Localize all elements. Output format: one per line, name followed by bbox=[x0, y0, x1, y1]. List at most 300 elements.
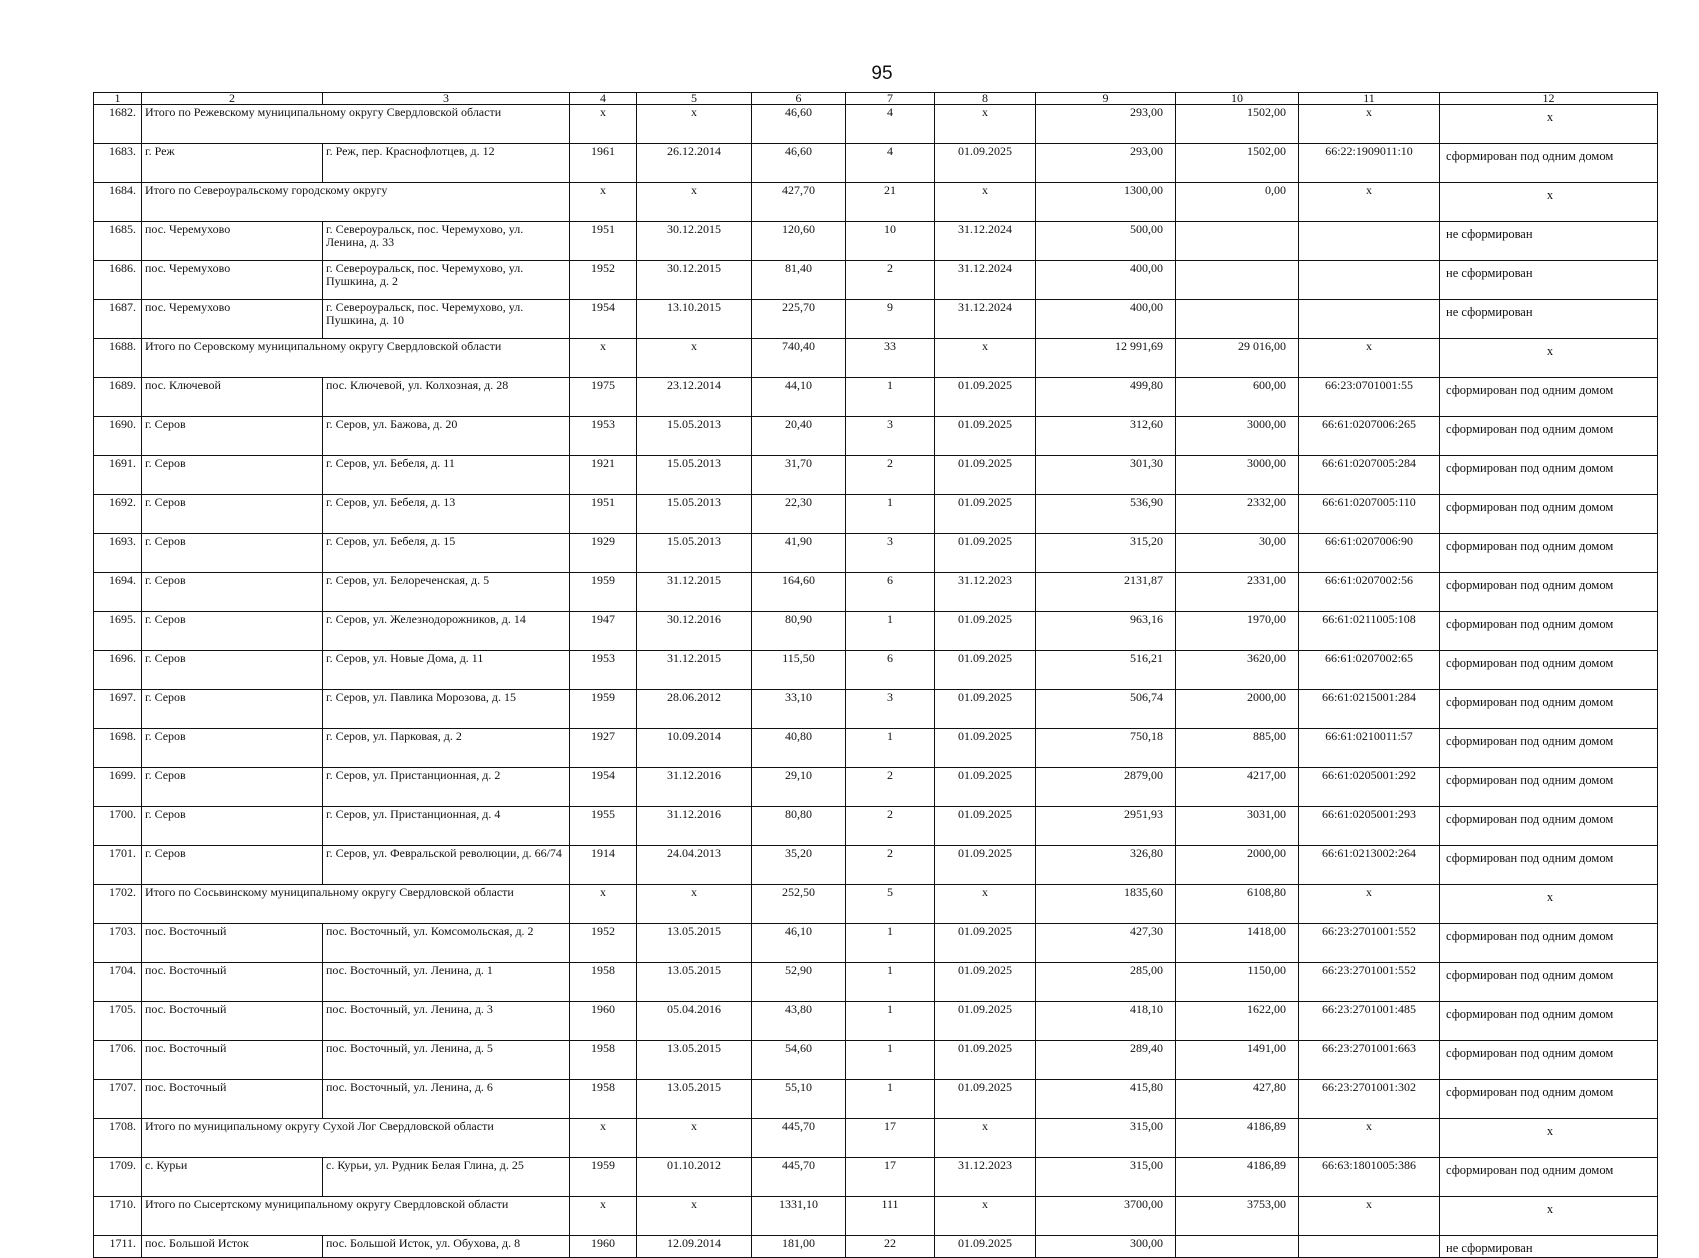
recognition-date-cell: 13.10.2015 bbox=[637, 300, 752, 339]
row-number-cell: 1710. bbox=[94, 1197, 142, 1236]
residents-count-cell: 21 bbox=[846, 183, 935, 222]
settlement-name-cell: пос. Черемухово bbox=[142, 261, 323, 300]
value-col-9-cell: 536,90 bbox=[1036, 495, 1176, 534]
total-row bbox=[94, 885, 1658, 924]
land-plot-status-cell: сформирован под одним домом bbox=[1440, 963, 1658, 1002]
build-year-cell: x bbox=[570, 1197, 637, 1236]
residents-count-cell: 2 bbox=[846, 456, 935, 495]
recognition-date-cell: 31.12.2016 bbox=[637, 807, 752, 846]
column-number-8: 8 bbox=[935, 93, 1036, 105]
value-col-9-cell: 293,00 bbox=[1036, 105, 1176, 144]
planned-date-cell: x bbox=[935, 105, 1036, 144]
planned-date-cell: 31.12.2024 bbox=[935, 222, 1036, 261]
build-year-cell: x bbox=[570, 105, 637, 144]
value-col-10-cell: 2332,00 bbox=[1176, 495, 1299, 534]
data-table bbox=[93, 92, 1658, 1258]
land-plot-status-cell: сформирован под одним домом bbox=[1440, 1158, 1658, 1197]
planned-date-cell: x bbox=[935, 1197, 1036, 1236]
residents-count-cell: 2 bbox=[846, 768, 935, 807]
value-col-10-cell: 3753,00 bbox=[1176, 1197, 1299, 1236]
row-number-cell: 1690. bbox=[94, 417, 142, 456]
planned-date-cell: x bbox=[935, 885, 1036, 924]
value-col-10-cell: 29 016,00 bbox=[1176, 339, 1299, 378]
residents-count-cell: 5 bbox=[846, 885, 935, 924]
row-number-cell: 1702. bbox=[94, 885, 142, 924]
value-col-10-cell: 30,00 bbox=[1176, 534, 1299, 573]
residents-count-cell: 17 bbox=[846, 1158, 935, 1197]
residents-count-cell: 10 bbox=[846, 222, 935, 261]
value-col-10-cell: 1150,00 bbox=[1176, 963, 1299, 1002]
row-number-cell: 1704. bbox=[94, 963, 142, 1002]
value-col-9-cell: 2131,87 bbox=[1036, 573, 1176, 612]
value-col-10-cell: 2331,00 bbox=[1176, 573, 1299, 612]
residents-count-cell: 17 bbox=[846, 1119, 935, 1158]
value-col-10-cell: 2000,00 bbox=[1176, 846, 1299, 885]
column-number-2: 2 bbox=[142, 93, 323, 105]
area-cell: 35,20 bbox=[752, 846, 846, 885]
row-number-cell: 1706. bbox=[94, 1041, 142, 1080]
area-cell: 54,60 bbox=[752, 1041, 846, 1080]
land-plot-status-cell: сформирован под одним домом bbox=[1440, 807, 1658, 846]
column-number-1: 1 bbox=[94, 93, 142, 105]
build-year-cell: 1954 bbox=[570, 300, 637, 339]
table-row bbox=[94, 768, 1658, 807]
row-number-cell: 1693. bbox=[94, 534, 142, 573]
cadastral-number-cell: 66:61:0207002:56 bbox=[1299, 573, 1440, 612]
build-year-cell: 1959 bbox=[570, 573, 637, 612]
land-plot-status-cell: x bbox=[1440, 885, 1658, 924]
value-col-10-cell: 4186,89 bbox=[1176, 1158, 1299, 1197]
recognition-date-cell: 13.05.2015 bbox=[637, 1041, 752, 1080]
row-number-cell: 1691. bbox=[94, 456, 142, 495]
row-number-cell: 1683. bbox=[94, 144, 142, 183]
settlement-name-cell: пос. Восточный bbox=[142, 924, 323, 963]
settlement-name-cell: Итого по Сосьвинскому муниципальному округу Свердловской области bbox=[142, 885, 570, 924]
address-cell: пос. Ключевой, ул. Колхозная, д. 28 bbox=[323, 378, 570, 417]
value-col-9-cell: 1300,00 bbox=[1036, 183, 1176, 222]
land-plot-status-cell: сформирован под одним домом bbox=[1440, 144, 1658, 183]
planned-date-cell: 31.12.2024 bbox=[935, 261, 1036, 300]
column-number-9: 9 bbox=[1036, 93, 1176, 105]
table-row bbox=[94, 495, 1658, 534]
row-number-cell: 1709. bbox=[94, 1158, 142, 1197]
build-year-cell: 1927 bbox=[570, 729, 637, 768]
address-cell: пос. Восточный, ул. Комсомольская, д. 2 bbox=[323, 924, 570, 963]
address-cell: г. Серов, ул. Февральской революции, д. 66/74 bbox=[323, 846, 570, 885]
land-plot-status-cell: сформирован под одним домом bbox=[1440, 534, 1658, 573]
settlement-name-cell: пос. Восточный bbox=[142, 1080, 323, 1119]
settlement-name-cell: пос. Черемухово bbox=[142, 222, 323, 261]
recognition-date-cell: x bbox=[637, 183, 752, 222]
address-cell: пос. Восточный, ул. Ленина, д. 3 bbox=[323, 1002, 570, 1041]
column-number-11: 11 bbox=[1299, 93, 1440, 105]
cadastral-number-cell: 66:61:0210011:57 bbox=[1299, 729, 1440, 768]
recognition-date-cell: 13.05.2015 bbox=[637, 963, 752, 1002]
cadastral-number-cell: 66:61:0213002:264 bbox=[1299, 846, 1440, 885]
value-col-9-cell: 499,80 bbox=[1036, 378, 1176, 417]
row-number-cell: 1682. bbox=[94, 105, 142, 144]
planned-date-cell: 01.09.2025 bbox=[935, 924, 1036, 963]
planned-date-cell: 01.09.2025 bbox=[935, 378, 1036, 417]
build-year-cell: 1958 bbox=[570, 963, 637, 1002]
value-col-9-cell: 750,18 bbox=[1036, 729, 1176, 768]
settlement-name-cell: с. Курьи bbox=[142, 1158, 323, 1197]
cadastral-number-cell: 66:61:0207006:265 bbox=[1299, 417, 1440, 456]
settlement-name-cell: г. Серов bbox=[142, 690, 323, 729]
planned-date-cell: 01.09.2025 bbox=[935, 495, 1036, 534]
value-col-9-cell: 516,21 bbox=[1036, 651, 1176, 690]
recognition-date-cell: 30.12.2015 bbox=[637, 222, 752, 261]
land-plot-status-cell: сформирован под одним домом bbox=[1440, 846, 1658, 885]
value-col-9-cell: 500,00 bbox=[1036, 222, 1176, 261]
cadastral-number-cell: 66:61:0205001:292 bbox=[1299, 768, 1440, 807]
address-cell: г. Североуральск, пос. Черемухово, ул. Ленина, д. 33 bbox=[323, 222, 570, 261]
table-row bbox=[94, 924, 1658, 963]
recognition-date-cell: 15.05.2013 bbox=[637, 417, 752, 456]
value-col-9-cell: 963,16 bbox=[1036, 612, 1176, 651]
residents-count-cell: 6 bbox=[846, 651, 935, 690]
value-col-9-cell: 418,10 bbox=[1036, 1002, 1176, 1041]
settlement-name-cell: г. Серов bbox=[142, 729, 323, 768]
land-plot-status-cell: не сформирован bbox=[1440, 300, 1658, 339]
residents-count-cell: 1 bbox=[846, 729, 935, 768]
recognition-date-cell: 31.12.2015 bbox=[637, 651, 752, 690]
area-cell: 33,10 bbox=[752, 690, 846, 729]
value-col-9-cell: 427,30 bbox=[1036, 924, 1176, 963]
settlement-name-cell: г. Серов bbox=[142, 534, 323, 573]
build-year-cell: 1975 bbox=[570, 378, 637, 417]
land-plot-status-cell: не сформирован bbox=[1440, 261, 1658, 300]
value-col-9-cell: 315,00 bbox=[1036, 1158, 1176, 1197]
table-row bbox=[94, 378, 1658, 417]
planned-date-cell: 01.09.2025 bbox=[935, 768, 1036, 807]
recognition-date-cell: 30.12.2016 bbox=[637, 612, 752, 651]
address-cell: пос. Восточный, ул. Ленина, д. 5 bbox=[323, 1041, 570, 1080]
settlement-name-cell: г. Серов bbox=[142, 807, 323, 846]
build-year-cell: 1921 bbox=[570, 456, 637, 495]
settlement-name-cell: г. Реж bbox=[142, 144, 323, 183]
cadastral-number-cell bbox=[1299, 222, 1440, 261]
recognition-date-cell: 15.05.2013 bbox=[637, 495, 752, 534]
value-col-9-cell: 415,80 bbox=[1036, 1080, 1176, 1119]
address-cell: г. Серов, ул. Павлика Морозова, д. 15 bbox=[323, 690, 570, 729]
build-year-cell: 1952 bbox=[570, 261, 637, 300]
column-number-7: 7 bbox=[846, 93, 935, 105]
build-year-cell: 1958 bbox=[570, 1080, 637, 1119]
value-col-9-cell: 326,80 bbox=[1036, 846, 1176, 885]
residents-count-cell: 4 bbox=[846, 105, 935, 144]
planned-date-cell: 01.09.2025 bbox=[935, 690, 1036, 729]
build-year-cell: 1951 bbox=[570, 222, 637, 261]
table-row bbox=[94, 651, 1658, 690]
area-cell: 427,70 bbox=[752, 183, 846, 222]
row-number-cell: 1707. bbox=[94, 1080, 142, 1119]
settlement-name-cell: г. Серов bbox=[142, 417, 323, 456]
land-plot-status-cell: сформирован под одним домом bbox=[1440, 651, 1658, 690]
build-year-cell: 1958 bbox=[570, 1041, 637, 1080]
recognition-date-cell: 26.12.2014 bbox=[637, 144, 752, 183]
land-plot-status-cell: сформирован под одним домом bbox=[1440, 573, 1658, 612]
column-number-12: 12 bbox=[1440, 93, 1658, 105]
recognition-date-cell: x bbox=[637, 105, 752, 144]
column-number-4: 4 bbox=[570, 93, 637, 105]
settlement-name-cell: Итого по Серовскому муниципальному округу Свердловской области bbox=[142, 339, 570, 378]
row-number-cell: 1711. bbox=[94, 1236, 142, 1258]
recognition-date-cell: 23.12.2014 bbox=[637, 378, 752, 417]
recognition-date-cell: 30.12.2015 bbox=[637, 261, 752, 300]
land-plot-status-cell: сформирован под одним домом bbox=[1440, 495, 1658, 534]
cadastral-number-cell: x bbox=[1299, 183, 1440, 222]
cadastral-number-cell: 66:22:1909011:10 bbox=[1299, 144, 1440, 183]
land-plot-status-cell: не сформирован bbox=[1440, 1236, 1658, 1258]
planned-date-cell: 01.09.2025 bbox=[935, 1041, 1036, 1080]
row-number-cell: 1684. bbox=[94, 183, 142, 222]
area-cell: 225,70 bbox=[752, 300, 846, 339]
value-col-9-cell: 289,40 bbox=[1036, 1041, 1176, 1080]
row-number-cell: 1686. bbox=[94, 261, 142, 300]
residents-count-cell: 4 bbox=[846, 144, 935, 183]
settlement-name-cell: г. Серов bbox=[142, 612, 323, 651]
planned-date-cell: 01.09.2025 bbox=[935, 729, 1036, 768]
total-row bbox=[94, 105, 1658, 144]
settlement-name-cell: г. Серов bbox=[142, 456, 323, 495]
recognition-date-cell: x bbox=[637, 885, 752, 924]
land-plot-status-cell: x bbox=[1440, 105, 1658, 144]
cadastral-number-cell: 66:23:2701001:485 bbox=[1299, 1002, 1440, 1041]
row-number-cell: 1685. bbox=[94, 222, 142, 261]
cadastral-number-cell: 66:23:2701001:552 bbox=[1299, 924, 1440, 963]
table-row bbox=[94, 456, 1658, 495]
residents-count-cell: 2 bbox=[846, 807, 935, 846]
land-plot-status-cell: x bbox=[1440, 183, 1658, 222]
planned-date-cell: 01.09.2025 bbox=[935, 612, 1036, 651]
build-year-cell: 1947 bbox=[570, 612, 637, 651]
cadastral-number-cell: 66:61:0207005:284 bbox=[1299, 456, 1440, 495]
build-year-cell: 1955 bbox=[570, 807, 637, 846]
table-row bbox=[94, 573, 1658, 612]
value-col-10-cell: 427,80 bbox=[1176, 1080, 1299, 1119]
row-number-cell: 1687. bbox=[94, 300, 142, 339]
cadastral-number-cell: 66:61:0205001:293 bbox=[1299, 807, 1440, 846]
cadastral-number-cell: 66:23:2701001:302 bbox=[1299, 1080, 1440, 1119]
cadastral-number-cell bbox=[1299, 300, 1440, 339]
value-col-10-cell: 6108,80 bbox=[1176, 885, 1299, 924]
build-year-cell: 1952 bbox=[570, 924, 637, 963]
build-year-cell: 1953 bbox=[570, 417, 637, 456]
area-cell: 46,60 bbox=[752, 144, 846, 183]
address-cell: г. Реж, пер. Краснофлотцев, д. 12 bbox=[323, 144, 570, 183]
residents-count-cell: 1 bbox=[846, 963, 935, 1002]
land-plot-status-cell: x bbox=[1440, 1197, 1658, 1236]
column-number-6: 6 bbox=[752, 93, 846, 105]
area-cell: 120,60 bbox=[752, 222, 846, 261]
land-plot-status-cell: сформирован под одним домом bbox=[1440, 456, 1658, 495]
recognition-date-cell: 13.05.2015 bbox=[637, 924, 752, 963]
table-row bbox=[94, 690, 1658, 729]
recognition-date-cell: 10.09.2014 bbox=[637, 729, 752, 768]
column-number-row bbox=[94, 93, 1658, 105]
table-row bbox=[94, 1041, 1658, 1080]
build-year-cell: 1951 bbox=[570, 495, 637, 534]
total-row bbox=[94, 1119, 1658, 1158]
settlement-name-cell: г. Серов bbox=[142, 846, 323, 885]
value-col-10-cell bbox=[1176, 222, 1299, 261]
area-cell: 41,90 bbox=[752, 534, 846, 573]
settlement-name-cell: пос. Восточный bbox=[142, 963, 323, 1002]
value-col-9-cell: 301,30 bbox=[1036, 456, 1176, 495]
area-cell: 80,90 bbox=[752, 612, 846, 651]
residents-count-cell: 1 bbox=[846, 1041, 935, 1080]
value-col-10-cell bbox=[1176, 300, 1299, 339]
area-cell: 252,50 bbox=[752, 885, 846, 924]
residents-count-cell: 111 bbox=[846, 1197, 935, 1236]
residents-count-cell: 22 bbox=[846, 1236, 935, 1258]
table-row bbox=[94, 261, 1658, 300]
row-number-cell: 1697. bbox=[94, 690, 142, 729]
cadastral-number-cell: 66:61:0211005:108 bbox=[1299, 612, 1440, 651]
area-cell: 1331,10 bbox=[752, 1197, 846, 1236]
residents-count-cell: 1 bbox=[846, 924, 935, 963]
row-number-cell: 1701. bbox=[94, 846, 142, 885]
value-col-10-cell: 1970,00 bbox=[1176, 612, 1299, 651]
build-year-cell: 1914 bbox=[570, 846, 637, 885]
settlement-name-cell: г. Серов bbox=[142, 573, 323, 612]
address-cell: пос. Большой Исток, ул. Обухова, д. 8 bbox=[323, 1236, 570, 1258]
planned-date-cell: 01.09.2025 bbox=[935, 651, 1036, 690]
value-col-10-cell: 3620,00 bbox=[1176, 651, 1299, 690]
planned-date-cell: 31.12.2024 bbox=[935, 300, 1036, 339]
total-row bbox=[94, 339, 1658, 378]
cadastral-number-cell bbox=[1299, 1236, 1440, 1258]
recognition-date-cell: 15.05.2013 bbox=[637, 456, 752, 495]
residents-count-cell: 1 bbox=[846, 1080, 935, 1119]
recognition-date-cell: 01.10.2012 bbox=[637, 1158, 752, 1197]
row-number-cell: 1688. bbox=[94, 339, 142, 378]
settlement-name-cell: пос. Восточный bbox=[142, 1041, 323, 1080]
value-col-10-cell: 1622,00 bbox=[1176, 1002, 1299, 1041]
recognition-date-cell: x bbox=[637, 1197, 752, 1236]
table-row bbox=[94, 963, 1658, 1002]
recognition-date-cell: 05.04.2016 bbox=[637, 1002, 752, 1041]
row-number-cell: 1698. bbox=[94, 729, 142, 768]
value-col-9-cell: 506,74 bbox=[1036, 690, 1176, 729]
residents-count-cell: 33 bbox=[846, 339, 935, 378]
recognition-date-cell: 12.09.2014 bbox=[637, 1236, 752, 1258]
column-number-5: 5 bbox=[637, 93, 752, 105]
land-plot-status-cell: x bbox=[1440, 1119, 1658, 1158]
table-row bbox=[94, 1236, 1658, 1258]
address-cell: г. Серов, ул. Парковая, д. 2 bbox=[323, 729, 570, 768]
build-year-cell: x bbox=[570, 885, 637, 924]
planned-date-cell: 01.09.2025 bbox=[935, 1236, 1036, 1258]
recognition-date-cell: 24.04.2013 bbox=[637, 846, 752, 885]
value-col-9-cell: 2879,00 bbox=[1036, 768, 1176, 807]
land-plot-status-cell: сформирован под одним домом bbox=[1440, 729, 1658, 768]
value-col-9-cell: 2951,93 bbox=[1036, 807, 1176, 846]
address-cell: г. Североуральск, пос. Черемухово, ул. Пушкина, д. 2 bbox=[323, 261, 570, 300]
value-col-10-cell: 3000,00 bbox=[1176, 417, 1299, 456]
value-col-10-cell bbox=[1176, 261, 1299, 300]
recognition-date-cell: 15.05.2013 bbox=[637, 534, 752, 573]
planned-date-cell: 01.09.2025 bbox=[935, 456, 1036, 495]
table-row bbox=[94, 612, 1658, 651]
planned-date-cell: 31.12.2023 bbox=[935, 573, 1036, 612]
residents-count-cell: 2 bbox=[846, 846, 935, 885]
residents-count-cell: 1 bbox=[846, 612, 935, 651]
value-col-9-cell: 300,00 bbox=[1036, 1236, 1176, 1258]
residents-count-cell: 2 bbox=[846, 261, 935, 300]
address-cell: с. Курьи, ул. Рудник Белая Глина, д. 25 bbox=[323, 1158, 570, 1197]
recognition-date-cell: 31.12.2015 bbox=[637, 573, 752, 612]
build-year-cell: 1961 bbox=[570, 144, 637, 183]
cadastral-number-cell: x bbox=[1299, 885, 1440, 924]
recognition-date-cell: 31.12.2016 bbox=[637, 768, 752, 807]
settlement-name-cell: Итого по Североуральскому городскому округу bbox=[142, 183, 570, 222]
planned-date-cell: 01.09.2025 bbox=[935, 417, 1036, 456]
land-plot-status-cell: сформирован под одним домом bbox=[1440, 378, 1658, 417]
area-cell: 115,50 bbox=[752, 651, 846, 690]
planned-date-cell: 01.09.2025 bbox=[935, 1080, 1036, 1119]
address-cell: г. Серов, ул. Пристанционная, д. 4 bbox=[323, 807, 570, 846]
settlement-name-cell: пос. Большой Исток bbox=[142, 1236, 323, 1258]
cadastral-number-cell: 66:23:2701001:663 bbox=[1299, 1041, 1440, 1080]
area-cell: 46,60 bbox=[752, 105, 846, 144]
value-col-9-cell: 1835,60 bbox=[1036, 885, 1176, 924]
address-cell: г. Североуральск, пос. Черемухово, ул. Пушкина, д. 10 bbox=[323, 300, 570, 339]
row-number-cell: 1694. bbox=[94, 573, 142, 612]
residents-count-cell: 6 bbox=[846, 573, 935, 612]
table-row bbox=[94, 1158, 1658, 1197]
area-cell: 31,70 bbox=[752, 456, 846, 495]
area-cell: 40,80 bbox=[752, 729, 846, 768]
planned-date-cell: 01.09.2025 bbox=[935, 846, 1036, 885]
residents-count-cell: 1 bbox=[846, 495, 935, 534]
land-plot-status-cell: сформирован под одним домом bbox=[1440, 924, 1658, 963]
value-col-9-cell: 400,00 bbox=[1036, 261, 1176, 300]
planned-date-cell: x bbox=[935, 339, 1036, 378]
land-plot-status-cell: сформирован под одним домом bbox=[1440, 1080, 1658, 1119]
row-number-cell: 1699. bbox=[94, 768, 142, 807]
area-cell: 55,10 bbox=[752, 1080, 846, 1119]
settlement-name-cell: Итого по муниципальному округу Сухой Лог Свердловской области bbox=[142, 1119, 570, 1158]
residents-count-cell: 3 bbox=[846, 534, 935, 573]
value-col-9-cell: 3700,00 bbox=[1036, 1197, 1176, 1236]
row-number-cell: 1692. bbox=[94, 495, 142, 534]
area-cell: 445,70 bbox=[752, 1119, 846, 1158]
build-year-cell: 1929 bbox=[570, 534, 637, 573]
land-plot-status-cell: не сформирован bbox=[1440, 222, 1658, 261]
value-col-10-cell: 1491,00 bbox=[1176, 1041, 1299, 1080]
settlement-name-cell: пос. Ключевой bbox=[142, 378, 323, 417]
cadastral-number-cell: 66:61:0207005:110 bbox=[1299, 495, 1440, 534]
table-row bbox=[94, 729, 1658, 768]
area-cell: 445,70 bbox=[752, 1158, 846, 1197]
value-col-10-cell: 0,00 bbox=[1176, 183, 1299, 222]
planned-date-cell: x bbox=[935, 1119, 1036, 1158]
cadastral-number-cell: 66:61:0207006:90 bbox=[1299, 534, 1440, 573]
cadastral-number-cell: x bbox=[1299, 105, 1440, 144]
settlement-name-cell: Итого по Сысертскому муниципальному округу Свердловской области bbox=[142, 1197, 570, 1236]
build-year-cell: x bbox=[570, 339, 637, 378]
value-col-9-cell: 400,00 bbox=[1036, 300, 1176, 339]
area-cell: 43,80 bbox=[752, 1002, 846, 1041]
table-row bbox=[94, 417, 1658, 456]
address-cell: пос. Восточный, ул. Ленина, д. 6 bbox=[323, 1080, 570, 1119]
row-number-cell: 1705. bbox=[94, 1002, 142, 1041]
table-row bbox=[94, 1080, 1658, 1119]
value-col-10-cell: 3031,00 bbox=[1176, 807, 1299, 846]
build-year-cell: 1960 bbox=[570, 1002, 637, 1041]
